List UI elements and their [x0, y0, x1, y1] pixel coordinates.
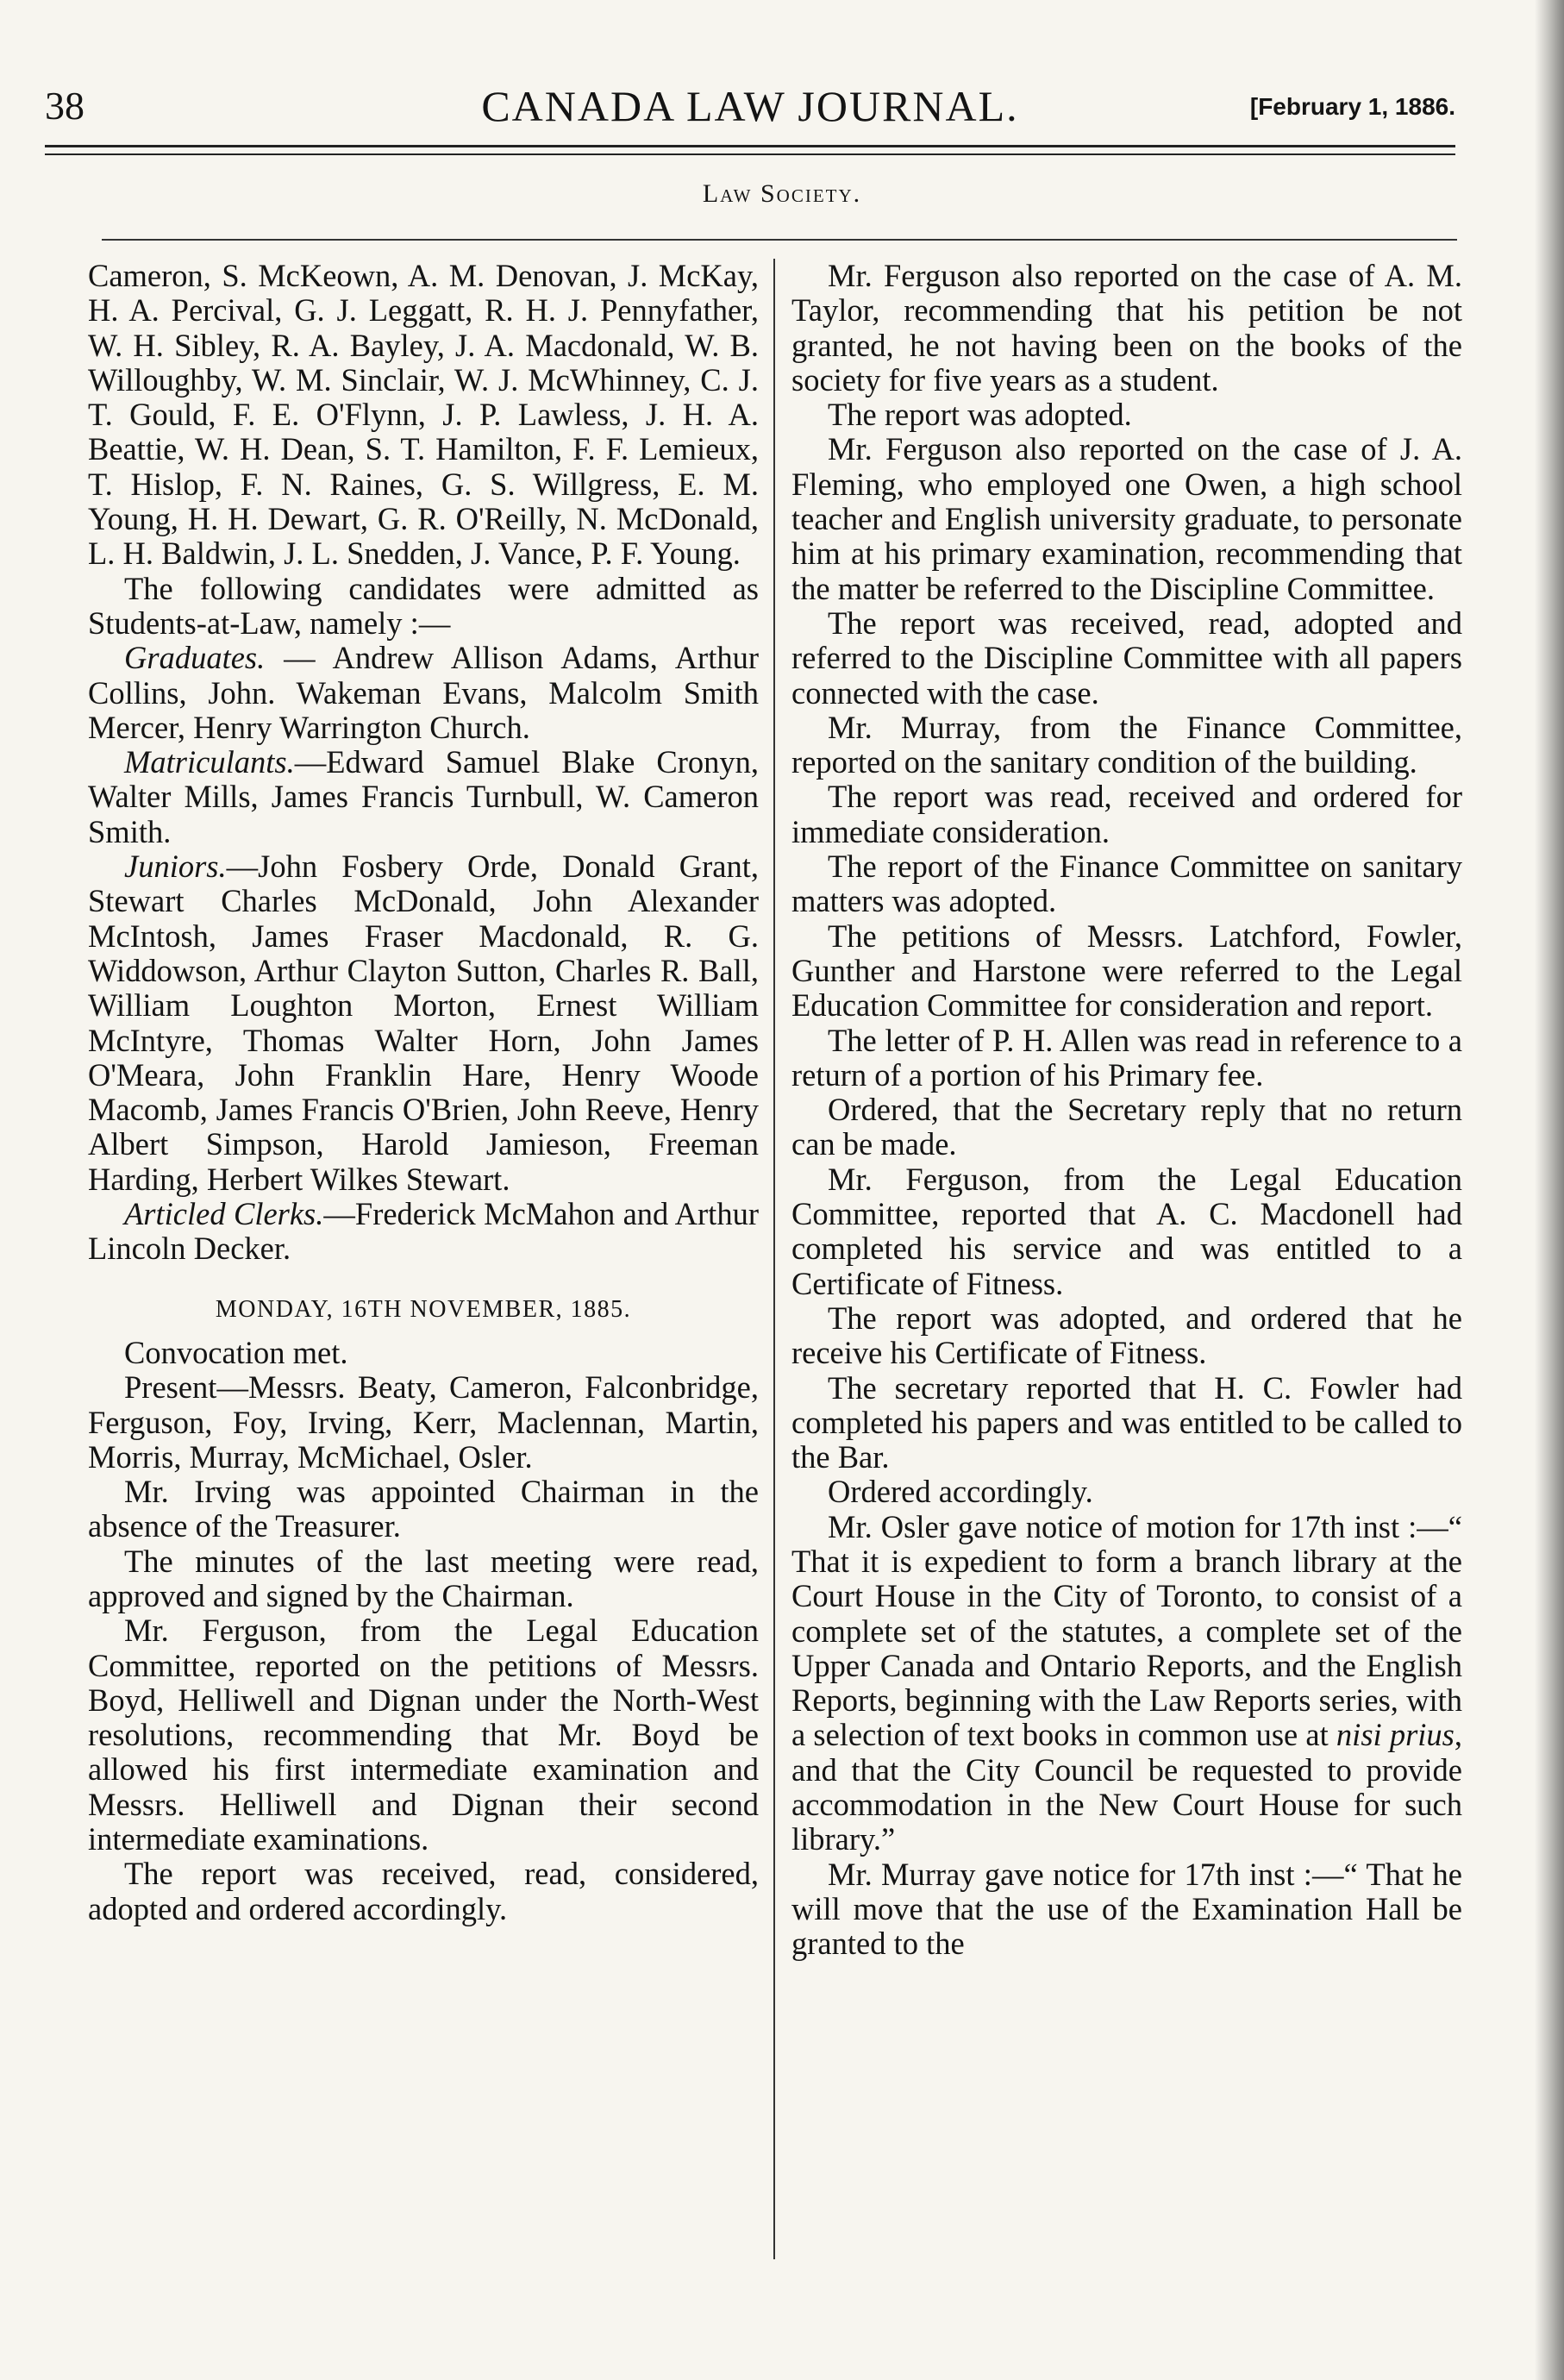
section-rule — [102, 239, 1457, 241]
macdonell-paragraph: Mr. Ferguson, from the Legal Education Committee, reported that A. C. Macdonell had completed his service and was entitled to a Certificate of Fitness. — [791, 1161, 1462, 1301]
matriculants-list: —Edward Samuel Blake Cronyn, Walter Mills, James Francis Turnbull, W. Cameron Smith. — [88, 744, 759, 849]
finance-committee-paragraph: Mr. Murray, from the Finance Committee, reported on the sanitary condition of the building. — [791, 709, 1462, 780]
report-adopted-1: The report was adopted. — [828, 397, 1132, 433]
minutes-paragraph: The minutes of the last meeting were read, approved and signed by the Chairman. — [88, 1543, 759, 1613]
nisi-prius-term: nisi prius — [1336, 1717, 1455, 1753]
list-of-names: Cameron, S. McKeown, A. M. Denovan, J. McKay, H. A. Percival, G. J. Leggatt, R. H. J. Pennyfather, W. H. Sibley, R. A. Bayley, J. A. Macdonald, W. B. Willoughby, W. M. Sinclair, W. J. McWhinney, C. J. T. Gould, F. E. O'Flynn, J. P. Lawless, J. H. A. Beattie, W. H. Dean, S. T. Hamilton, F. F. Lemieux, T. Hislop, F. N. Raines, G. S. Willgress, E. M. Young, H. H. Dewart, G. R. O'Reilly, N. McDonald, L. H. Baldwin, J. L. Snedden, J. Vance, P. F. Young. — [88, 258, 759, 572]
page-number: 38 — [45, 84, 84, 128]
allen-letter-paragraph: The letter of P. H. Allen was read in reference to a return of a portion of his Primary fee. — [791, 1022, 1462, 1093]
header-double-rule — [45, 145, 1455, 155]
articled-clerks-paragraph — [88, 1197, 759, 1267]
left-column — [88, 259, 759, 1926]
secretary-reply-paragraph: Ordered, that the Secretary reply that no return can be made. — [791, 1092, 1462, 1162]
report-adopted-paragraph: The report was received, read, considered, adopted and ordered accordingly. — [88, 1856, 759, 1926]
column-divider — [773, 259, 775, 2259]
page-edge-shadow — [1535, 0, 1564, 2380]
juniors-label: Juniors. — [124, 849, 227, 885]
admitted-students-intro: The following candidates were admitted as Students-at-Law, namely :— — [88, 570, 759, 641]
juniors-paragraph — [88, 849, 759, 1197]
fowler-paragraph: The secretary reported that H. C. Fowler had completed his papers and was entitled to be called to the Bar. — [791, 1369, 1462, 1475]
graduates-list: — Andrew Allison Adams, Arthur Collins, John. Wakeman Evans, Malcolm Smith Mercer, Henry Warrington Church. — [88, 640, 759, 745]
matriculants-paragraph — [88, 745, 759, 849]
convocation-paragraph: Convocation met. — [124, 1334, 348, 1370]
articled-clerks-list: —Frederick McMahon and Arthur Lincoln Decker. — [88, 1196, 759, 1267]
osler-motion-text-a: Mr. Osler gave notice of motion for 17th inst :—“ That it is expedient to form a branch library at the Court House in the City of Toronto, to consist of a complete set of the statutes, a complete set of the Upper Canada and Ontario Reports, and the English Reports, beginning with the Law Reports series, with a selection of text books in common use at — [791, 1508, 1462, 1753]
taylor-case-paragraph: Mr. Ferguson also reported on the case of A. M. Taylor, recommending that his petition be not granted, he not having been on the books of the society for five years as a student. — [791, 258, 1462, 398]
ordered-paragraph: Ordered accordingly. — [828, 1474, 1093, 1510]
osler-motion-text-b: , and that the City Council be requested to provide accommodation in the New Court House for such library.” — [791, 1717, 1463, 1857]
section-title: Law Society. — [702, 179, 862, 208]
juniors-list: —John Fosbery Orde, Donald Grant, Stewart Charles McDonald, John Alexander McIntosh, James Fraser Macdonald, R. G. Widdowson, Arthur Clayton Sutton, Charles R. Ball, William Loughton Morton, Ernest William McIntyre, Thomas Walter Horn, John James O'Meara, John Franklin Hare, Henry Woode Macomb, James Francis O'Brien, John Reeve, Henry Albert Simpson, Harold Jamieson, Freeman Harding, Herbert Wilkes Stewart. — [88, 849, 759, 1197]
osler-motion-paragraph — [791, 1510, 1462, 1857]
chairman-paragraph: Mr. Irving was appointed Chairman in the absence of the Treasurer. — [88, 1474, 759, 1544]
present-paragraph: Present—Messrs. Beaty, Cameron, Falconbridge, Ferguson, Foy, Irving, Kerr, Maclennan, Martin, Morris, Murray, McMichael, Osler. — [88, 1369, 759, 1475]
murray-notice-paragraph: Mr. Murray gave notice for 17th inst :—“ That he will move that the use of the Examination Hall be granted to the — [791, 1856, 1462, 1962]
discipline-referral-paragraph: The report was received, read, adopted and referred to the Discipline Committee with all papers connected with the case. — [791, 604, 1462, 711]
graduates-paragraph — [88, 641, 759, 745]
petitions-paragraph: The petitions of Messrs. Latchford, Fowler, Gunther and Harstone were referred to the Legal Education Committee for consideration and report. — [791, 918, 1462, 1024]
right-column — [791, 259, 1462, 1962]
journal-title: CANADA LAW JOURNAL. — [481, 82, 1019, 130]
ferguson-report-paragraph: Mr. Ferguson, from the Legal Education Committee, reported on the petitions of Messrs. Boyd, Helliwell and Dignan under the North-West resolutions, recommending that Mr. Boyd be allowed his first intermediate examination and Messrs. Helliwell and Dignan their second intermediate examinations. — [88, 1613, 759, 1857]
running-header — [45, 79, 1455, 131]
meeting-date-heading: MONDAY, 16TH NOVEMBER, 1885. — [215, 1295, 632, 1323]
issue-date: [February 1, 1886. — [1249, 93, 1455, 120]
matriculants-label: Matriculants. — [124, 744, 295, 780]
report-read-paragraph: The report was read, received and ordered for immediate consideration. — [791, 779, 1462, 849]
certificate-paragraph: The report was adopted, and ordered that he receive his Certificate of Fitness. — [791, 1300, 1462, 1371]
graduates-label: Graduates. — [124, 640, 266, 676]
fleming-case-paragraph: Mr. Ferguson also reported on the case of J. A. Fleming, who employed one Owen, a high school teacher and English university graduate, to personate him at his primary examination, recommending that the matter be referred to the Discipline Committee. — [791, 431, 1462, 606]
sanitary-report-paragraph: The report of the Finance Committee on sanitary matters was adopted. — [791, 849, 1462, 919]
articled-clerks-label: Articled Clerks. — [124, 1196, 324, 1232]
